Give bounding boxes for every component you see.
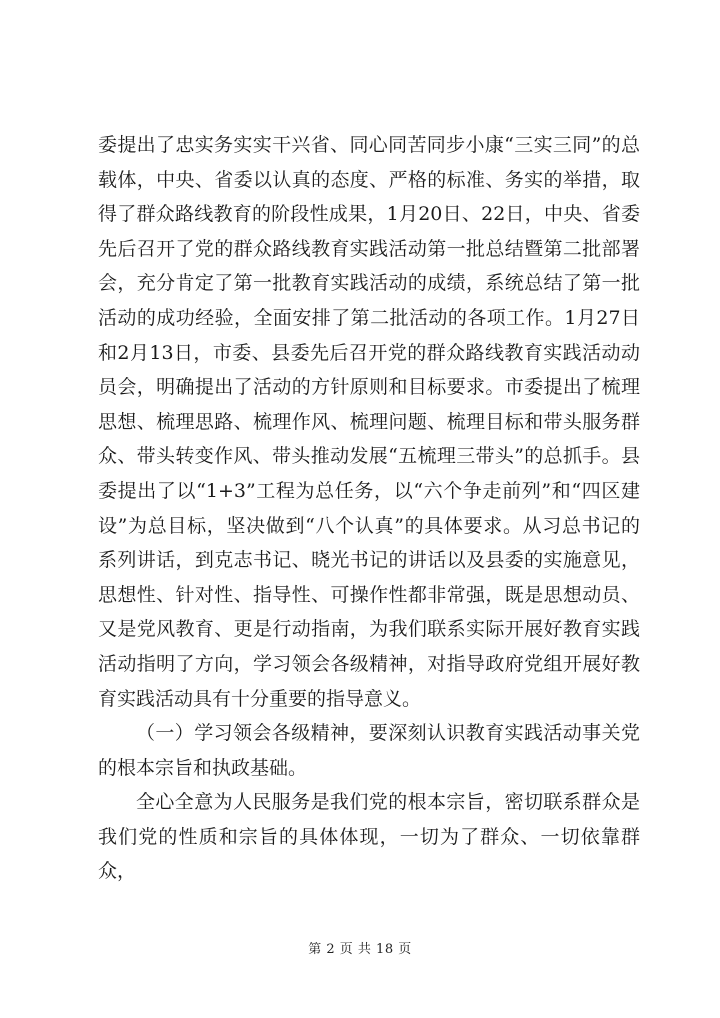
page-number-footer: 第 2 页 共 18 页 xyxy=(308,942,412,957)
section-heading-one: （一）学习领会各级精神，要深刻认识教育实践活动事关党的根本宗旨和执政基础。 xyxy=(98,722,640,779)
body-paragraph-continued: 委提出了忠实务实实干兴省、同心同苦同步小康“三实三同”的总载体，中央、省委以认真的态度、严格的标准、务实的举措，取得了群众路线教育的阶段性成果，1月20日、22日，中央、省委先后召开了党的群众路线教育实践活动第一批总结暨第二批部署会，充分肯定了第一批教育实践活动的成绩，系统总结了第一批活动的成功经验，全面安排了第二批活动的各项工作。1月27日和2月13日，市委、县委先后召开党的群众路线教育实践活动动员会，明确提出了活动的方针原则和目标要求。市委提出了梳理思想、梳理思路、梳理作风、梳理问题、梳理目标和带头服务群众、带头转变作风、带头推动发展“五梳理三带头”的总抓手。县委提出了以“1+3”工程为总任务，以“六个争走前列”和“四区建设”为总目标，坚决做到“八个认真”的具体要求。从习总书记的系列讲话，到克志书记、晓光书记的讲话以及县委的实施意见，思想性、针对性、指导性、可操作性都非常强，既是思想动员、又是党风教育、更是行动指南，为我们联系实际开展好教育实践活动指明了方向，学习领会各级精神，对指导政府党组开展好教育实践活动具有十分重要的指导意义。 xyxy=(98,134,640,710)
body-paragraph: 全心全意为人民服务是我们党的根本宗旨，密切联系群众是我们党的性质和宗旨的具体体现，一切为了群众、一切依靠群众， xyxy=(98,791,640,883)
document-body xyxy=(98,128,640,889)
